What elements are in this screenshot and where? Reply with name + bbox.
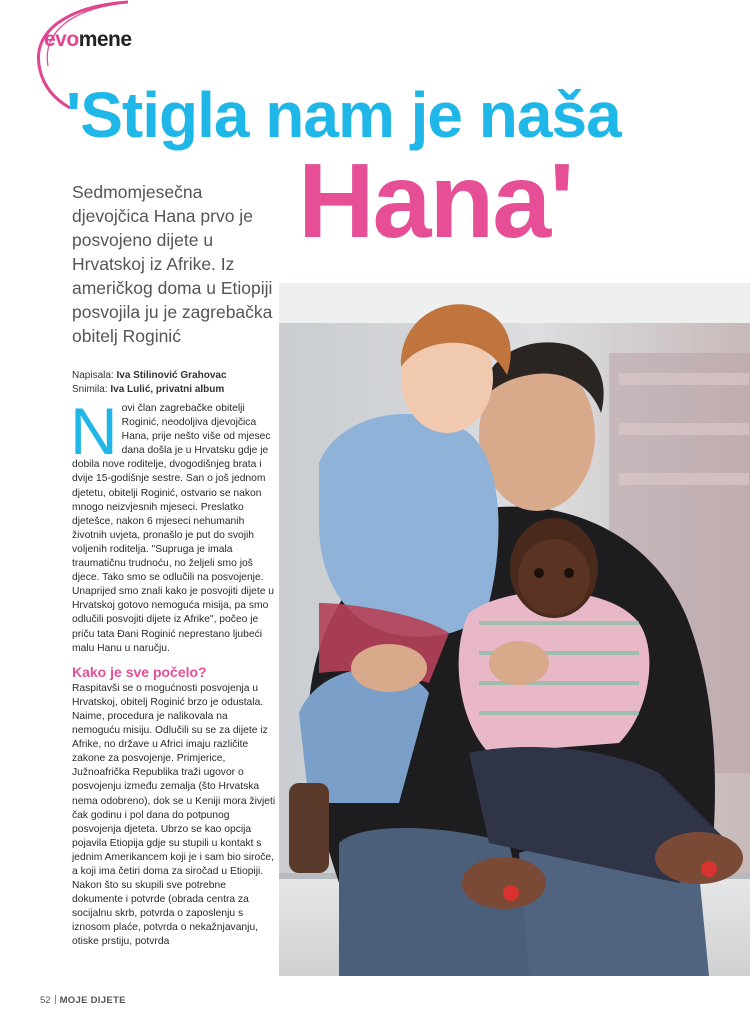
section-tag-evo: evo	[44, 28, 79, 51]
footer-divider	[55, 995, 56, 1004]
headline-line2: Hana'	[298, 142, 573, 260]
section-tag-mene: mene	[78, 28, 132, 51]
section-tag	[44, 28, 132, 52]
drop-cap: N	[70, 394, 118, 468]
photo-label: Snimila:	[72, 384, 108, 395]
family-photo	[279, 283, 750, 976]
page-footer	[40, 995, 126, 1006]
article-paragraph-2: Raspitavši se o mogućnosti posvojenja u Hrvatskoj, obitelj Roginić brzo je odustala. Naime, procedura je nalikovala na nemoguću misiju. Odlučili su se za dijete iz Afrike, no države u Africi imaju različite zakone za posvojenje. Primjerice, Južnoafrička Republika traži ugovor o posvojenju između zemalja (što Hrvatska nema odobreno), dok se u Keniji mora živjeti čak godinu i pol dana do potpunog posvojenja djeteta. Ubrzo se kao opcija pojavila Etiopija gdje su stupili u kontakt s jednim Amerikancem koji je i sam bio siroče, a koji ima četiri doma za siročad u Etiopiji. Nakon što su skupili sve potrebne dokumente i potvrde (obrada centra za socijalnu skrb, potvrda o zaposlenju s iznosom plaće, potvrda o nekažnjavanju, otiske prstiju, potvrda	[72, 682, 276, 948]
author-label: Napisala:	[72, 370, 114, 381]
intro-text: Sedmomjesečna djevojčica Hana prvo je posvojeno dijete u Hrvatskoj iz Afrike. Iz američkog doma u Etiopiji posvojila ju je zagrebačka obitelj Roginić	[72, 182, 273, 346]
photo-credit: Iva Lulić, privatni album	[110, 384, 225, 395]
page-number: 52	[40, 995, 51, 1006]
author-name: Iva Stilinović Grahovac	[116, 370, 227, 381]
magazine-name: MOJE DIJETE	[59, 995, 126, 1006]
credits	[72, 369, 282, 397]
subheading: Kako je sve počelo?	[72, 663, 207, 680]
article-paragraph-1: ovi član zagrebačke obitelji Roginić, neodoljiva djevojčica Hana, prije nešto više od mjesec dana došla je u Hrvatsku gdje je dobila nove roditelje, dvogodišnjeg brata i dvije 15-godišnje sestre. San o još jednom djetetu, obitelji Roginić, ostvario se nakon mnogo neizvjesnih mjeseci. Preslatko djetešce, nakon 6 mjeseci nehumanih životnih uvjeta, pronašlo je put do svojih voljenih roditelja. "Supruga je imala traumatičnu trudnoću, no željeli smo još djece. Tako smo se odlučili na posvojenje. Unaprijed smo znali kako je posvojiti dijete u Hrvatskoj gotovo nemoguća misija, pa smo odlučili posvojiti dijete iz Afrike", počeo je priču tata Đani Roginić neprestano ljubeći malu Hanu u naručju.	[72, 403, 275, 654]
article-body	[70, 394, 276, 950]
headline-line1: 'Stigla nam je naša	[66, 79, 621, 151]
